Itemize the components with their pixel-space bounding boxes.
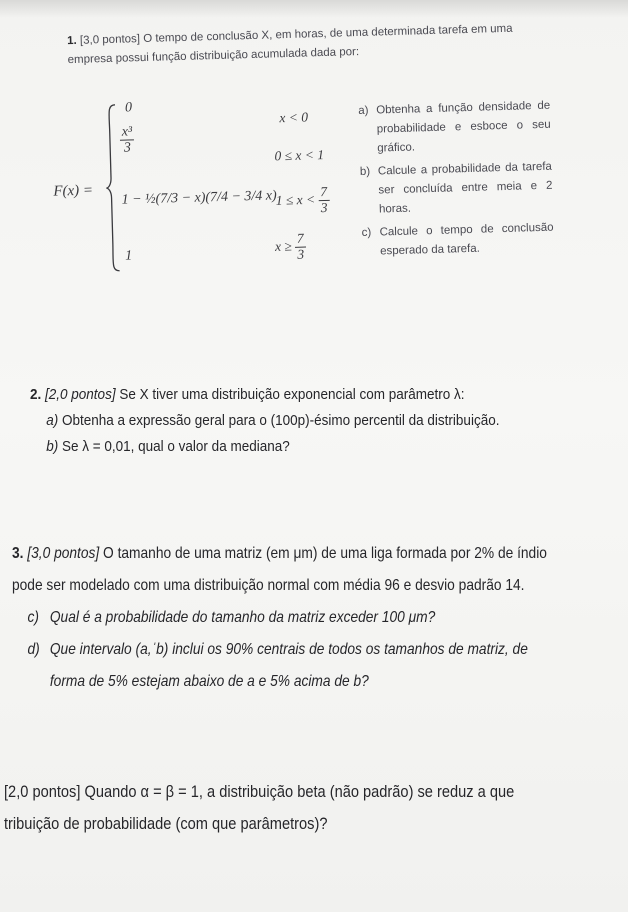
question-3-number: 3. — [12, 545, 24, 562]
question-1-item-c — [361, 219, 554, 262]
question-2-number: 2. — [30, 386, 42, 403]
cdf-case-3-cond-den: 3 — [320, 199, 328, 215]
question-3-intro-line-1 — [12, 538, 580, 570]
item-label: b) — [359, 165, 371, 179]
item-text: Calcule a probabilidade da tarefa ser concluída entre meia e 2 horas. — [377, 160, 553, 216]
question-3-item-d-continuation: forma de 5% estejam abaixo de a e 5% acima de b? — [49, 673, 369, 690]
question-1-item-a — [358, 97, 552, 159]
cdf-label: F(x) = — [53, 182, 94, 200]
cdf-case-4-cond-prefix: x ≥ — [274, 238, 292, 254]
item-text: Que intervalo (a,ˈb) inclui os 90% centrais de todos os tamanhos de matriz, de — [49, 641, 528, 658]
question-3-item-d — [12, 634, 580, 666]
question-3-intro-line-2: pode ser modelado com uma distribuição normal com média 96 e desvio padrão 14. — [12, 577, 525, 594]
item-label: c) — [27, 609, 39, 626]
question-2-points: [2,0 pontos] — [45, 386, 116, 403]
item-text: Qual é a probabilidade do tamanho da matriz exceder 100 μm? — [49, 609, 436, 626]
item-text: Obtenha a função densidade de probabilidade e esboce o seu gráfico. — [376, 99, 551, 155]
item-text: Se λ = 0,01, qual o valor da mediana? — [61, 438, 290, 455]
item-label: d) — [27, 641, 40, 658]
question-3-points: [3,0 pontos] — [27, 545, 100, 562]
question-2-intro-text: Se X tiver uma distribuição exponencial com parâmetro λ: — [119, 386, 465, 403]
question-1-block — [0, 0, 628, 330]
item-text: Calcule o tempo de conclusão esperado da tarefa. — [379, 221, 554, 258]
question-3-item-c — [12, 602, 580, 634]
cdf-case-2-cond: 0 ≤ x < 1 — [274, 147, 325, 164]
cdf-case-2-expr — [120, 124, 135, 156]
question-2-intro — [30, 382, 552, 408]
cdf-case-3-cond-num: 7 — [318, 185, 329, 201]
question-4-line-1: [2,0 pontos] Quando α = β = 1, a distribuição beta (não padrão) se reduz a que — [4, 782, 515, 801]
cdf-case-2-num: x³ — [120, 124, 135, 141]
cdf-case-3-cond-prefix: 1 ≤ x < — [275, 191, 316, 208]
cdf-case-1-expr: 0 — [124, 100, 133, 116]
question-1-intro — [67, 19, 548, 70]
question-4-line-2: tribuição de probabilidade (com que parâmetros)? — [4, 814, 328, 833]
question-2-item-a — [30, 408, 552, 434]
cdf-case-4-cond — [275, 232, 307, 264]
question-1-intro-text: [3,0 pontos] O tempo de conclusão X, em horas, de uma determinada tarefa em uma empresa possui função distribuição acumulada dada por: — [67, 22, 513, 67]
item-label: c) — [361, 226, 372, 239]
question-3-intro-text-1: O tamanho de uma matriz (em μm) de uma liga formada por 2% de índio — [103, 545, 547, 562]
question-3-block — [12, 538, 580, 698]
item-label: b) — [46, 438, 59, 455]
item-label: a) — [46, 412, 59, 429]
cdf-case-2-den: 3 — [123, 140, 132, 156]
cdf-case-3-expr: 1 − ½(7/3 − x)(7/4 − 3/4 x) — [121, 188, 277, 208]
question-1-items — [358, 97, 555, 266]
item-text: Obtenha a expressão geral para o (100p)-ésimo percentil da distribuição. — [61, 412, 500, 429]
question-2-block — [30, 382, 552, 460]
cdf-case-4-cond-den: 3 — [297, 246, 305, 262]
cdf-case-4-expr: 1 — [124, 248, 133, 264]
question-1-item-b — [360, 158, 554, 220]
item-label: a) — [358, 104, 369, 118]
question-4-block — [4, 776, 597, 840]
cdf-case-4-cond-num: 7 — [295, 232, 306, 248]
cdf-case-3-cond — [275, 185, 329, 217]
cdf-case-1-cond: x < 0 — [279, 109, 309, 126]
question-1-number: 1. — [67, 34, 77, 48]
question-2-item-b — [30, 434, 552, 460]
